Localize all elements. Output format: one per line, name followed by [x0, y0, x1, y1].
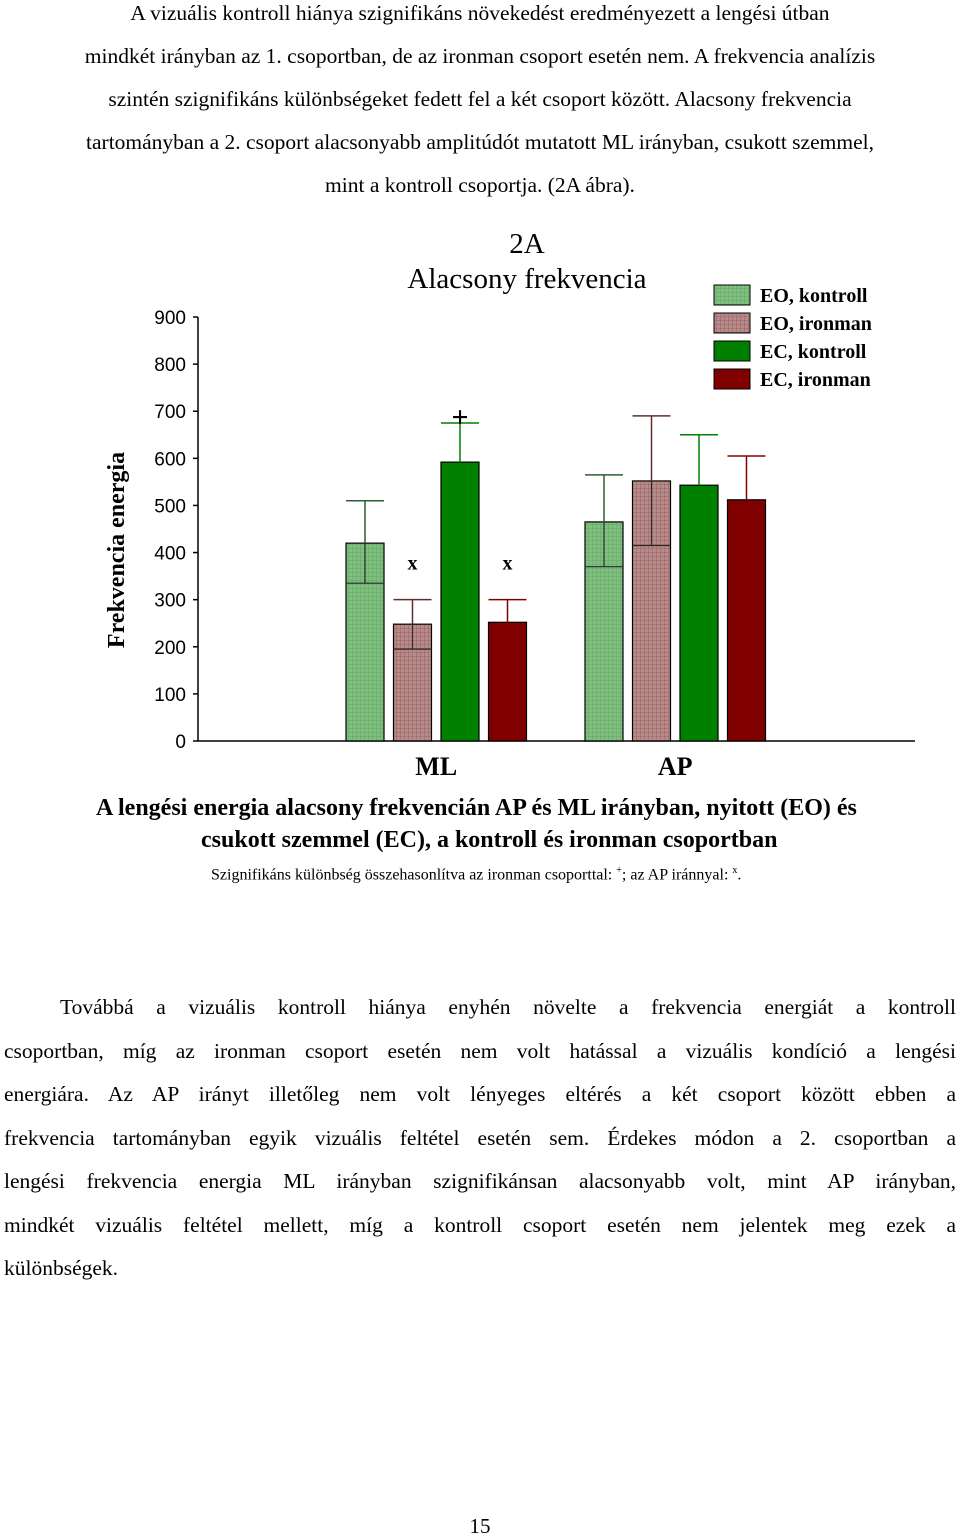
- bar: [680, 485, 718, 741]
- y-tick-label: 800: [154, 355, 186, 377]
- caption-line: csukott szemmel (EC), a kontroll és ironman csoportban: [201, 827, 778, 853]
- text-line: frekvencia tartományban egyik vizuális feltétel esetén sem. Érdekes módon a 2. csoportban a: [4, 1125, 956, 1150]
- text-line: lengési frekvencia energia ML irányban szignifikánsan alacsonyabb volt, mint AP irányban,: [4, 1169, 956, 1193]
- legend-swatch: [714, 341, 750, 361]
- figure-caption: [96, 792, 946, 856]
- note-text: ; az AP iránnyal:: [621, 866, 733, 884]
- significance-plus-marker: +: [451, 401, 469, 434]
- legend-label: EO, ironman: [760, 313, 872, 335]
- legend: [714, 285, 872, 391]
- significance-x-marker: x: [502, 552, 513, 575]
- note-text: .: [737, 866, 742, 884]
- legend-label: EC, ironman: [760, 369, 871, 391]
- y-tick-label: 600: [154, 449, 186, 471]
- bar: [728, 500, 766, 741]
- y-tick-label: 400: [154, 543, 186, 565]
- y-tick-label: 200: [154, 637, 186, 659]
- legend-swatch: [714, 369, 750, 389]
- chart-subtitle: Alacsony frekvencia: [407, 263, 647, 295]
- paragraph-top: [8, 0, 952, 207]
- y-tick-label: 700: [154, 402, 186, 424]
- legend-swatch: [714, 285, 750, 305]
- significance-x-marker: x: [407, 552, 418, 575]
- bar-chart: [0, 220, 960, 780]
- note-text: Szignifikáns különbség összehasonlítva az ironman csoporttal:: [211, 866, 617, 884]
- bar: [441, 462, 479, 741]
- text-line: szintén szignifikáns különbségeket fedett fel a két csoport között. Alacsony frekvencia: [108, 87, 852, 111]
- paragraph-bottom: [4, 986, 956, 1291]
- significance-note: [211, 860, 741, 886]
- text-line: mindkét vizuális feltétel mellett, míg a kontroll csoport esetén nem jelentek meg ezek a: [4, 1212, 956, 1237]
- note-plus-marker: +: [616, 865, 622, 876]
- note-x-marker: x: [732, 865, 738, 876]
- text-line: A vizuális kontroll hiánya szignifikáns növekedést eredményezett a lengési útban: [130, 1, 830, 25]
- y-tick-label: 0: [175, 732, 186, 753]
- bar: [489, 622, 527, 741]
- text-line: energiára. Az AP irányt illetőleg nem volt lényeges eltérés a két csoport között ebben a: [4, 1082, 956, 1106]
- legend-label: EO, kontroll: [760, 285, 868, 307]
- text-line: Továbbá a vizuális kontroll hiánya enyhén növelte a frekvencia energiát a kontroll: [60, 995, 956, 1019]
- page-number: 15: [469, 1514, 491, 1538]
- legend-label: EC, kontroll: [760, 341, 867, 363]
- x-axis-labels: [415, 752, 692, 780]
- text-line: csoportban, míg az ironman csoport esetén nem volt hatással a vizuális kondíció a lengési: [4, 1038, 956, 1063]
- legend-swatch: [714, 313, 750, 333]
- chart-title: 2A: [509, 228, 545, 260]
- text-line: mint a kontroll csoportja. (2A ábra).: [325, 173, 635, 197]
- text-line: mindkét irányban az 1. csoportban, de az ironman csoport esetén nem. A frekvencia analízis: [84, 44, 876, 68]
- x-category-label: AP: [657, 752, 693, 780]
- bars: [346, 416, 766, 741]
- y-tick-label: 300: [154, 590, 186, 612]
- text-line: különbségek.: [4, 1256, 119, 1280]
- y-tick-label: 900: [154, 308, 186, 329]
- y-axis-label: Frekvencia energia: [104, 451, 130, 649]
- y-tick-label: 500: [154, 496, 186, 518]
- y-tick-label: 100: [154, 684, 186, 706]
- text-line: tartományban a 2. csoport alacsonyabb amplitúdót mutatott ML irányban, csukott szemmel,: [86, 130, 874, 154]
- x-category-label: ML: [415, 752, 458, 780]
- caption-line: A lengési energia alacsony frekvencián AP és ML irányban, nyitott (EO) és: [96, 795, 857, 821]
